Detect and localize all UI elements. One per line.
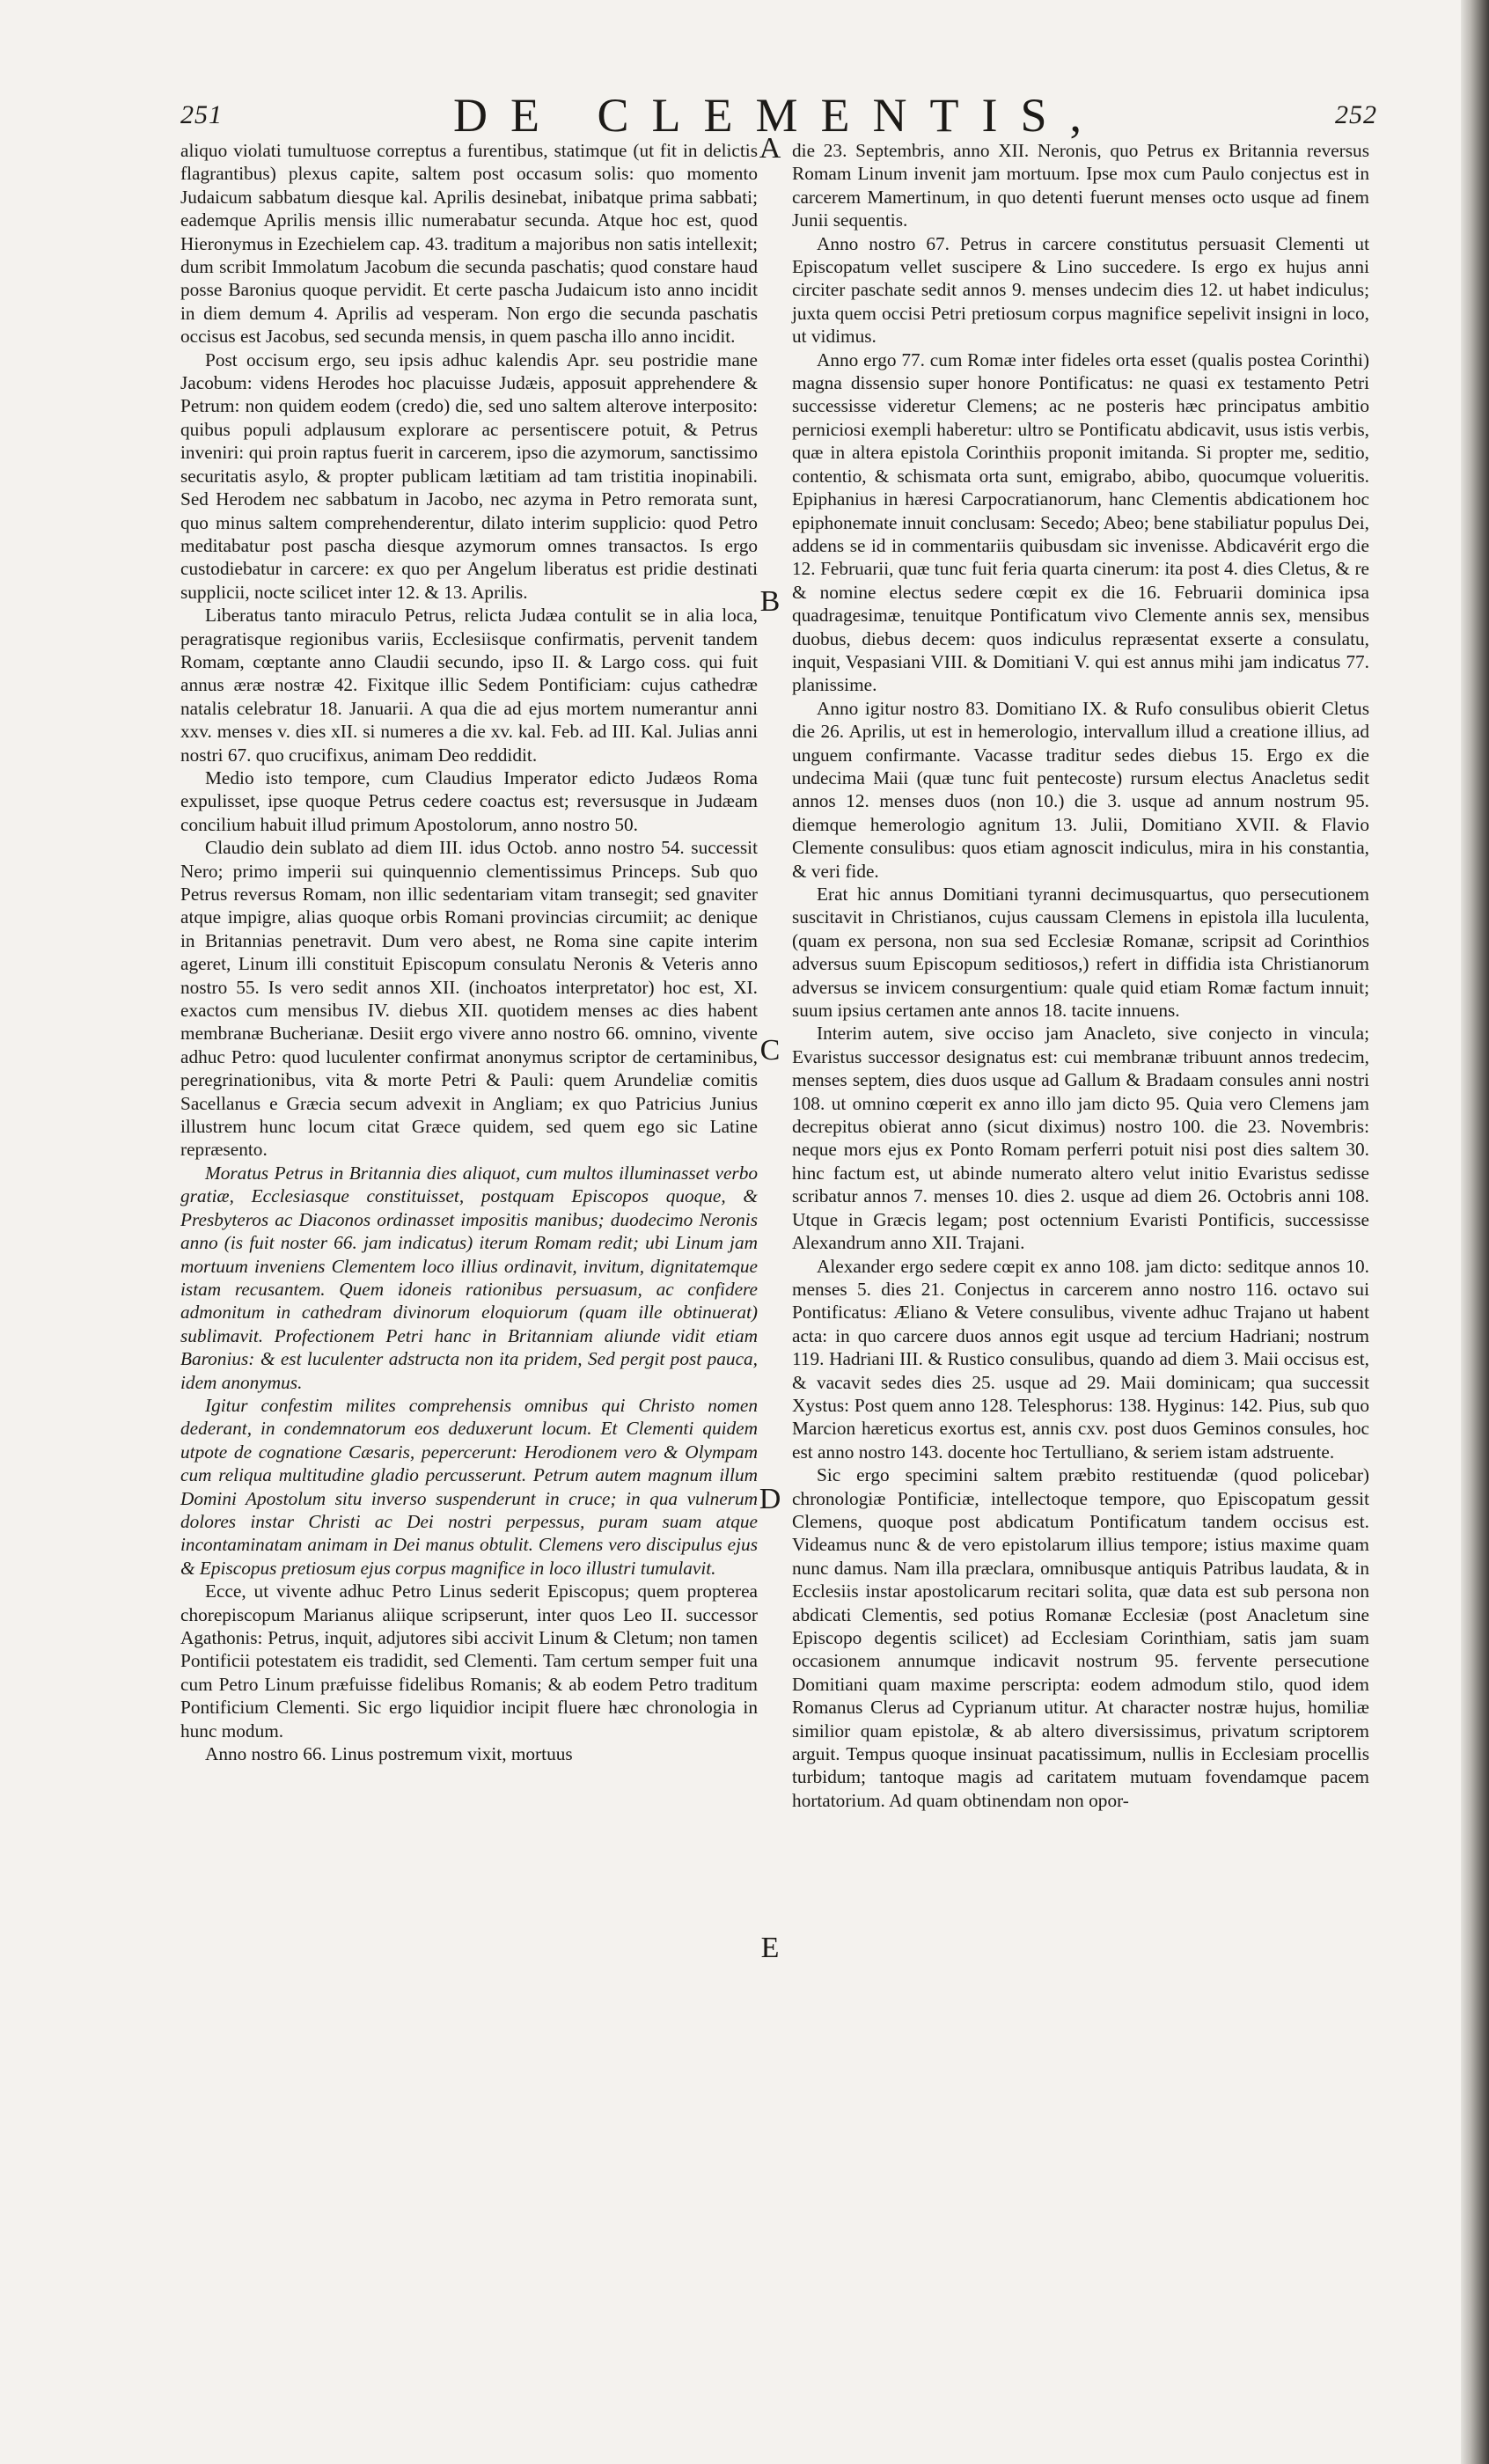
quotation: Moratus Petrus in Britannia dies aliquot, cum multos illuminasset verbo gratiæ, Ecclesiasque constituisset, postquam Episcopos quoque, & Presbyteros ac Diaconos ordinasset impositis manibus; duodecimo Neronis anno (is fuit noster 66. jam indicatus) iterum Romam redit; ubi Linum jam mortuum inveniens Clementem loco illius ordinavit, invitum, dignitatemque istam recusantem. Quem idoneis rationibus persuasum, ac confidere admonitum in cathedram divinorum eloquiorum (quam ille obtinuerat) sublimavit. Profectionem Petri hanc in Britanniam aliunde vidit etiam Baronius: & est luculenter adstructa non ita pridem, Sed pergit post pauca, idem anonymus. xyxy=(180,1162,758,1393)
binding-shadow xyxy=(1461,0,1489,2464)
paragraph: Sic ergo specimini saltem præbito restituendæ (quod policebar) chronologiæ Pontificiæ, intellectoque tempore, quo Episcopatum gessit Clemens, quoque post abdicatum Pontificatum tandem occisus est. Videamus nunc & de vero epistolarum illius tempore; istius maxime quam nunc damus. Nam illa præclara, omnibusque antiquis Patribus laudata, & in Ecclesiis instar apostolicarum recitari solita, quæ data est sub persona non abdicati Clementis, sed potius Romanæ Ecclesiæ (post Anacletum sine Episcopo degentis scilicet) ad Ecclesiam Corinthiam, satis jam suam occasionem annumque indicavit nostrum 95. fervente persecutione Domitiani quam maxime perscripta: eodem admodum stilo, quod idem Romanus Clerus ad Cyprianum utitur. At character nostræ hujus, homiliæ similior quam epistolæ, & ab altero diversissimus, privatum scriptorem arguit. Tempus quoque insinuat pacatissimum, nullis in Ecclesiam procellis turbidum; tantoque magis ad caritatem mutuam fovendamque pacem hortatorium. Ad quam obtinendam non opor- xyxy=(792,1464,1369,1811)
paragraph: Interim autem, sive occiso jam Anacleto, sive conjecto in vincula; Evaristus successor designatus est: cui membranæ tribuunt annos tredecim, menses septem, dies duos usque ad Gallum & Bradaam consules anni nostri 108. ut omnino cœperit ex anno illo jam dicto 95. Quia vero Clemens jam decrepitus obierat anno (sicut diximus) nostro 100. die 23. Novembris: neque mors ejus ex Ponto Romam perferri potuit nisi post dies saltem 30. hinc factum est, ut abinde numerato altero velut initio Evaristus sedisse scribatur annos 7. menses 10. dies 2. usque ad diem 26. Octobris anni 108. Utque in Græcis legam; post octennium Evaristi Pontificis, successisse Alexandrum anno XII. Trajani. xyxy=(792,1023,1369,1254)
quotation: Igitur confestim milites comprehensis omnibus qui Christo nomen dederant, in condemnatorum eos deduxerunt locum. Et Clementi quidem utpote de cognatione Cæsaris, pepercerunt: Herodionem vero & Olympam cum reliqua multitudine gladio percusserunt. Petrum autem magnum illum Domini Apostolum situ inverso suspenderunt in cruce; in qua vulnerum dolores instar Christi ac Dei nostri perpessus, puram suam atque incontaminatam animam in Dei manus obtulit. Clemens vero discipulus ejus & Episcopus pretiosum ejus corpus magnifice in loco illustri tumulavit. xyxy=(180,1394,758,1579)
page-number-left: 251 xyxy=(180,100,223,129)
margin-letter-b: B xyxy=(759,585,781,618)
paragraph: Alexander ergo sedere cœpit ex anno 108. jam dicto: seditque annos 10. menses 5. dies 21. Conjectus in carcerem anno nostro 116. octavo sui Pontificatus: Æliano & Vetere consulibus, vivente adhuc Trajano ut habent acta: in quo carcere duos annos egit usque ad tercium Hadriani; nostrum 119. Hadriani III. & Rustico consulibus, quando ad diem 3. Maii occisus est, & vacavit sedes dies 25. usque ad 29. Maii dominicam; qua successit Xystus: Post quem anno 128. Telesphorus: 138. Hyginus: 142. Pius, sub quo Marcion hæreticus exortus est, annis cxv. post duos Geminos consules, hoc est anno nostro 143. docente hoc Tertulliano, & seriem istam adstruente. xyxy=(792,1255,1369,1463)
paragraph: Anno nostro 67. Petrus in carcere constitutus persuasit Clementi ut Episcopatum vellet suscipere & Lino succedere. Is ergo ex hujus anni circiter paschate sedit annos 9. menses undecim dies 12. ut habet indiculus; juxta quem occisi Petri pretiosum corpus magnifice sepelivit insigni in loco, ut vidimus. xyxy=(792,232,1369,348)
margin-letter-c: C xyxy=(759,1034,781,1067)
paragraph: Post occisum ergo, seu ipsis adhuc kalendis Apr. seu postridie mane Jacobum: videns Herodes hoc placuisse Judæis, apposuit apprehendere & Petrum: non quidem eodem (credo) die, sed uno saltem alterove interposito: quibus populi adplausum explorare ac persentiscere potuit, & Petrus inveniri: qui proin raptus fuerit in carcerem, ipso die azymorum, sanctissimo securitatis asylo, & propter publicam lætitiam ad tam tristitia inopinabili. Sed Herodem nec sabbatum in Jacobo, nec azyma in Petro remorata sunt, quo minus saltem comprehenderentur, dilato interim supplicio: quod Petro meditabatur post pascha diesque azymorum omnes transactos. Is ergo custodiebatur in carcere: ex quo per Angelum liberatus est pridie destinati supplicii, nocte scilicet inter 12. & 13. Aprilis. xyxy=(180,348,758,603)
running-title: DE CLEMENTIS, xyxy=(453,89,1104,142)
paragraph: die 23. Septembris, anno XII. Neronis, quo Petrus ex Britannia reversus Romam Linum invenit jam mortuum. Ipse mox cum Paulo conjectus est in carcerem Mamertinum, in quo detenti fuerunt menses octo usque ad finem Junii sequentis. xyxy=(792,140,1369,231)
paragraph: aliquo violati tumultuose correptus a furentibus, statimque (ut fit in delictis flagrantibus) plexus capite, saltem post occasum solis: quo momento Judaicum sabbatum diesque kal. Aprilis desinebat, inibatque prima sabbati; eademque Aprilis mensis illic numerabatur secunda. Atque hoc est, quod Hieronymus in Ezechielem cap. 43. traditum a majoribus non satis intellexit; dum scribit Immolatum Jacobum die secunda paschatis; quod constare haud posse Baronius quoque pervidit. Et certe pascha Judaicum isto anno incidit in diem demum 4. Aprilis ad vesperam. Non ergo die secunda paschatis occisus est Jacobus, sed secunda mensis, in quem pascha illo anno incidit. xyxy=(180,140,758,348)
paragraph: Liberatus tanto miraculo Petrus, relicta Judæa contulit se in alia loca, peragratisque regionibus variis, Ecclesiisque confirmatis, pervenit tandem Romam, cœptante anno Claudii secundo, ipso II. & Largo coss. qui fuit annus æræ nostræ 42. Fixitque illic Sedem Pontificiam: cujus cathedræ natalis celebratur 18. Januarii. A qua die ad ejus mortem numerantur anni xxv. menses v. dies xII. si numeres a die xv. kal. Feb. ad III. Kal. Julias anni nostri 67. quo crucifixus, animam Deo reddidit. xyxy=(180,605,758,766)
margin-letter-a: A xyxy=(759,132,781,165)
paragraph: Medio isto tempore, cum Claudius Imperator edicto Judæos Roma expulisset, ipse quoque Petrus cedere coactus est; reversusque in Judæam concilium habuit illud primum Apostolorum, anno nostro 50. xyxy=(180,766,758,835)
paragraph: Anno ergo 77. cum Romæ inter fideles orta esset (qualis postea Corinthi) magna dissensio super honore Pontificatus: ne quasi ex testamento Petri successisse videretur Clemens; ac ne posteris hæc principatus ambitio perniciosi exempli haberetur: ultro se Pontificatu abdicavit, usus istis verbis, quæ in altera epistola Corinthiis proponit imitanda. Si propter me, seditio, contentio, & schismata orta sunt, emigrabo, abibo, quocumque volueritis. Epiphanius in hæresi Carpocratianorum, hanc Clementis abdicationem hoc epiphonemate innuit conclusam: Secedo; Abeo; bene stabiliatur populus Dei, addens se id in commentariis quibusdam sic invenisse. Abdicavérit ergo die 12. Februarii, quæ tunc fuit feria quarta cinerum: ita post 4. dies Cletus, & re & nomine electus sedere cœpit ex die 16. Februarii dominica ipsa quadragesimæ, tenuitque Pontificatum vivo Clemente annis sex, mensibus duobus, diebus decem: quos indiculus repræsentat exserte a consulatu, inquit, Vespasiani VIII. & Domitiani V. qui est annus mihi jam indicatus 77. planissime. xyxy=(792,348,1369,696)
margin-letter-d: D xyxy=(759,1483,781,1515)
margin-letter-e: E xyxy=(760,1932,780,1964)
paragraph: Erat hic annus Domitiani tyranni decimusquartus, quo persecutionem suscitavit in Christianos, cujus caussam Clemens in epistola illa luculenta, (quam ex persona, non sua sed Ecclesiæ Romanæ, scripsit ad Corinthios adversus suum Episcopum seditiosos,) refert in diffidia ista Christianorum adversus se invicem consurgentium: quale quid etiam Romæ factum innuit; suum ipsius certamen ante annos 18. tacite innuens. xyxy=(792,884,1369,1022)
right-column xyxy=(792,139,1369,1812)
paragraph: Ecce, ut vivente adhuc Petro Linus sederit Episcopus; quem propterea chorepiscopum Marianus aliique scripserunt, inter quos Leo II. successor Agathonis: Petrus, inquit, adjutores sibi accivit Linum & Cletum; non tamen Pontificii potestatem eis tradidit, sed Clementi. Tam certum semper fuit una cum Petro Linum præfuisse fidelibus Romanis; & ab eodem Petro traditum Pontificium Clementi. Sic ergo liquidior incipit fluere hæc chronologia in hunc modum. xyxy=(180,1580,758,1742)
paragraph: Claudio dein sublato ad diem III. idus Octob. anno nostro 54. successit Nero; primo imperii sui quinquennio clementissimus Princeps. Sub quo Petrus reversus Romam, non illic sedentariam vitam transegit; sed gnaviter atque impigre, alias quoque orbis Romani provincias circumiit; ac denique in Britannias penetravit. Dum vero abest, ne Roma sine capite interim ageret, Linum illi constituit Episcopum consulatu Neronis & Veteris anno nostro 55. Is vero sedit annos XII. (inchoatos interpretator) hoc est, XI. exactos cum mensibus IV. diebus XII. quotidem menses ac dies habent membranæ Bucherianæ. Desiit ergo vivere anno nostro 66. omnino, vivente adhuc Petro: quod luculenter confirmat anonymus scriptor de certaminibus, peregrinationibus, vita & morte Petri & Pauli: quem Arundeliæ comitis Sacellanus e Græcia secum advexit in Angliam; ex quo Patricius Junius illustrem hunc locum citat Græce quidem, sed quem ego sic Latine repræsento. xyxy=(180,837,758,1161)
page-number-right: 252 xyxy=(1335,100,1377,129)
paragraph: Anno nostro 66. Linus postremum vixit, mortuus xyxy=(205,1743,573,1765)
left-column xyxy=(180,139,758,1765)
paragraph: Anno igitur nostro 83. Domitiano IX. & Rufo consulibus obierit Cletus die 26. Aprilis, ut est in hemerologio, intervallum illud a creatione illius, ad unguem confirmante. Vacasse traditur sedes diebus 15. Ergo ex die undecima Maii (quæ tunc fuit pentecoste) rursum electus Anacletus sedit annos 12. menses duos (non 10.) die 3. usque ad annum nostrum 95. diemque hemerologio agnitum 13. Julii, Domitiano XVII. & Flavio Clemente consulibus: quos etiam agnoscit indiculus, mira in his constantia, & veri fide. xyxy=(792,697,1369,882)
